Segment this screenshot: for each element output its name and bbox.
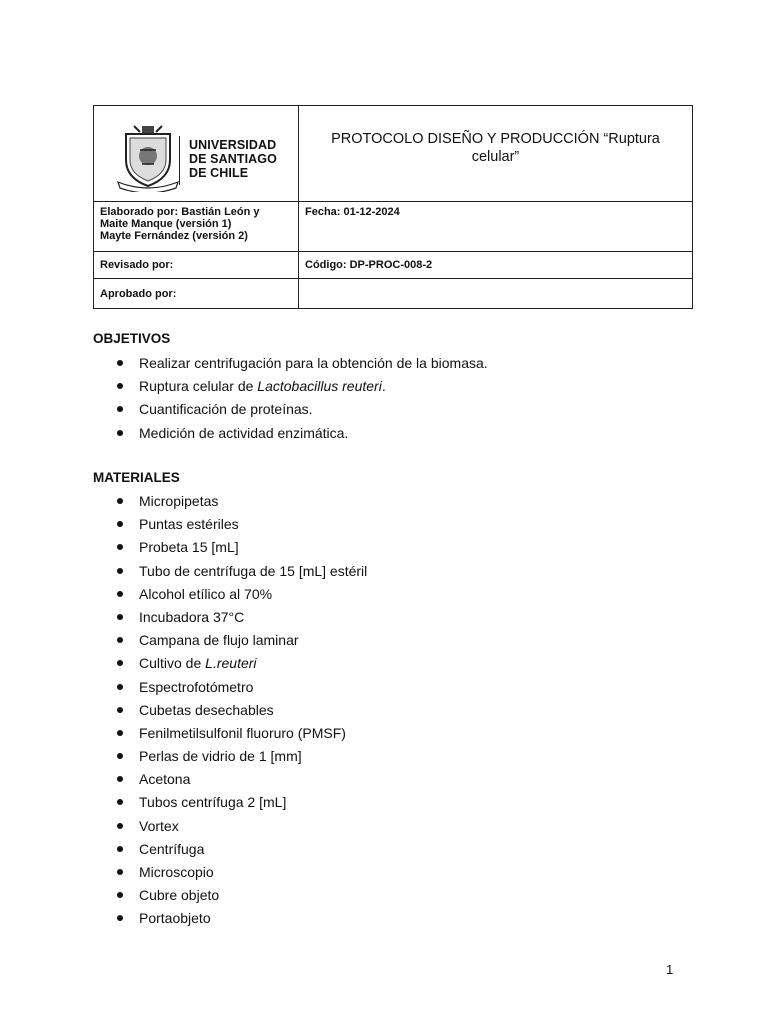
bullet-icon (117, 799, 123, 805)
bullet-icon (117, 406, 123, 412)
logo-divider (179, 136, 180, 185)
list-item-text-pre: Micropipetas (139, 493, 219, 509)
university-crest-icon (116, 120, 180, 192)
bullet-icon (117, 568, 123, 574)
list-item (93, 377, 488, 400)
list-item (93, 608, 367, 631)
list-item (93, 770, 367, 793)
list-item-text-pre: Cubre objeto (139, 887, 220, 904)
list-item-text-pre: Centrífuga (139, 840, 205, 857)
materiales-list (93, 492, 367, 933)
list-item-text-pre: Alcohol etílico al 70% (139, 585, 273, 602)
codigo-cell: Código: DP-PROC-008-2 (299, 252, 693, 279)
logo-cell (94, 106, 299, 202)
bullet-icon (117, 360, 123, 366)
page-number: 1 (666, 962, 674, 977)
objetivos-heading: OBJETIVOS (93, 331, 171, 346)
list-item-text-pre: Incubadora 37°C (139, 608, 245, 625)
elaborado-line-2: Maite Manque (versión 1) (100, 218, 232, 230)
bullet-icon (117, 730, 123, 736)
bullet-icon (117, 521, 123, 527)
protocol-title-line-2: celular” (471, 149, 520, 165)
list-item (93, 886, 367, 909)
bullet-icon (117, 869, 123, 875)
protocol-title (299, 106, 693, 202)
list-item (93, 817, 367, 840)
bullet-icon (117, 915, 123, 921)
university-name-line-3: DE CHILE (189, 166, 249, 180)
list-item (93, 515, 367, 538)
protocol-title-line-1: PROTOCOLO DISEÑO Y PRODUCCIÓN “Ruptura (331, 131, 660, 147)
list-item-text-pre: Campana de flujo laminar (139, 632, 299, 649)
list-item (93, 562, 367, 585)
list-item (93, 701, 367, 724)
list-item (93, 909, 367, 932)
list-item-text-pre: Fenilmetilsulfonil fluoruro (PMSF) (139, 724, 346, 741)
list-item-text-pre: Ruptura celular de (139, 378, 258, 395)
list-item (93, 354, 488, 377)
list-item-text-post: . (381, 378, 386, 395)
university-logo (94, 106, 298, 201)
list-item (93, 747, 367, 770)
list-item-text-pre: Puntas estériles (139, 516, 239, 533)
university-name-line-1: UNIVERSIDAD (189, 138, 277, 152)
list-item-text-pre: Portaobjeto (139, 910, 211, 927)
university-name-line-2: DE SANTIAGO (189, 152, 277, 166)
list-item-text-pre: Vortex (139, 817, 179, 834)
list-item-text-pre: Microscopio (139, 864, 214, 880)
list-item (93, 424, 488, 447)
bullet-icon (117, 707, 123, 713)
list-item-text-pre: Espectrofotómetro (139, 678, 254, 695)
list-item-text-pre: Cultivo de (139, 655, 206, 672)
bullet-icon (117, 544, 123, 550)
bullet-icon (117, 637, 123, 643)
list-item (93, 631, 367, 654)
list-item (93, 724, 367, 747)
materiales-heading: MATERIALES (93, 470, 180, 485)
objetivos-list (93, 354, 488, 447)
bullet-icon (117, 846, 123, 852)
list-item-text-pre: Probeta 15 [mL] (139, 539, 239, 556)
bullet-icon (117, 823, 123, 829)
bullet-icon (117, 430, 123, 436)
header-table (93, 105, 693, 309)
list-item-text-pre: Cuantificación de proteínas. (139, 401, 313, 418)
list-item (93, 400, 488, 423)
list-item-text-pre: Medición de actividad enzimática. (139, 424, 349, 441)
list-item-text-italic: L.reuteri (205, 655, 257, 672)
list-item (93, 678, 367, 701)
aprobado-value-cell (299, 279, 693, 309)
list-item (93, 840, 367, 863)
bullet-icon (117, 753, 123, 759)
bullet-icon (117, 614, 123, 620)
bullet-icon (117, 383, 123, 389)
elaborado-cell (94, 202, 299, 252)
list-item-text-pre: Realizar centrifugación para la obtención de la biomasa. (139, 355, 488, 371)
list-item (93, 793, 367, 816)
bullet-icon (117, 892, 123, 898)
list-item (93, 585, 367, 608)
list-item-text-pre: Tubos centrífuga 2 [mL] (139, 794, 287, 811)
bullet-icon (117, 684, 123, 690)
elaborado-line-1: Elaborado por: Bastián León y (100, 206, 260, 218)
list-item (93, 863, 367, 886)
aprobado-cell: Aprobado por: (94, 279, 299, 309)
list-item (93, 654, 367, 677)
list-item (93, 538, 367, 561)
bullet-icon (117, 660, 123, 666)
list-item-text-pre: Perlas de vidrio de 1 [mm] (139, 748, 302, 765)
list-item-text-pre: Tubo de centrífuga de 15 [mL] estéril (139, 562, 368, 579)
list-item-text-italic: Lactobacillus reuteri (257, 378, 382, 395)
university-name (189, 138, 277, 180)
revisado-cell: Revisado por: (94, 252, 299, 279)
bullet-icon (117, 498, 123, 504)
elaborado-line-3: Mayte Fernández (versión 2) (100, 230, 248, 242)
bullet-icon (117, 591, 123, 597)
list-item-text-pre: Acetona (139, 771, 191, 788)
list-item-text-pre: Cubetas desechables (139, 701, 274, 718)
list-item (93, 492, 367, 515)
bullet-icon (117, 776, 123, 782)
fecha-cell: Fecha: 01-12-2024 (299, 202, 693, 252)
